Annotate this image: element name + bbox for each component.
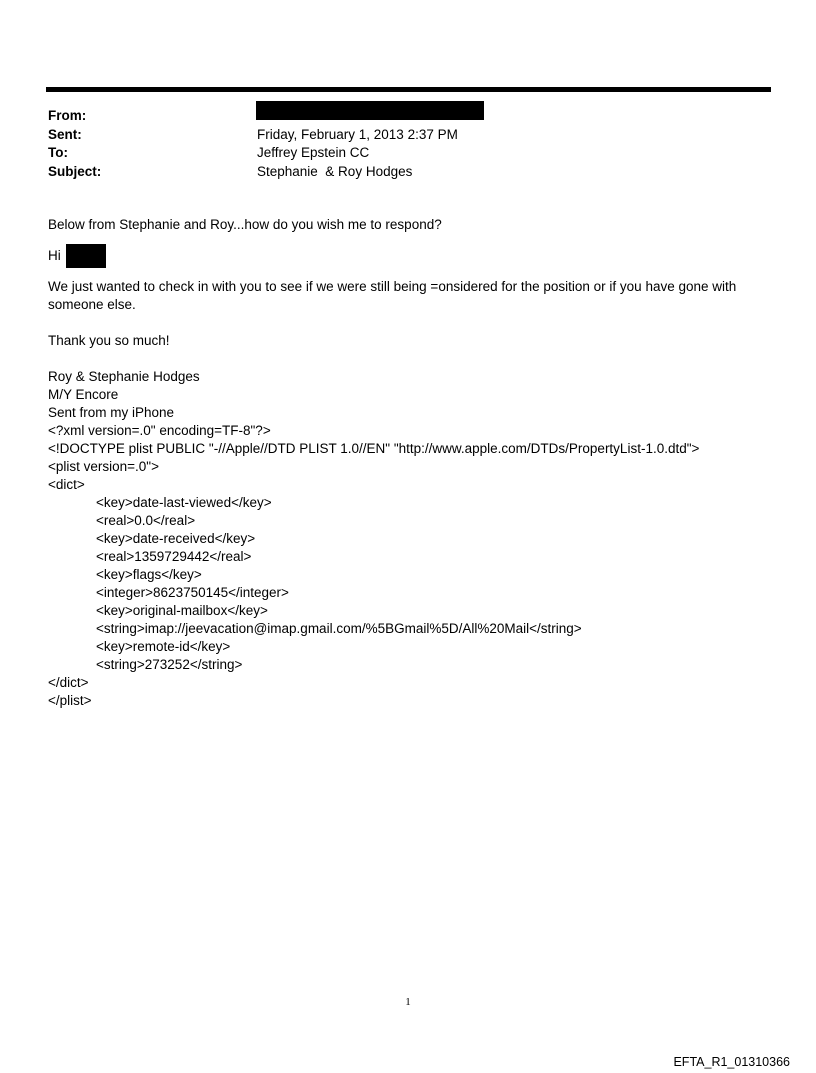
sent-label: Sent: (48, 126, 82, 142)
subject-value: Stephanie & Roy Hodges (257, 163, 413, 179)
greeting-text: Hi (48, 248, 61, 263)
plist-line: <string>273252</string> (96, 657, 243, 672)
document-id: EFTA_R1_01310366 (673, 1055, 790, 1069)
to-label: To: (48, 145, 68, 160)
greeting-line (48, 244, 768, 268)
plist-line: <dict> (48, 477, 85, 492)
redaction-box (256, 101, 484, 120)
plist-line: <key>remote-id</key> (96, 639, 231, 654)
redaction-box (66, 244, 106, 268)
to-row (48, 144, 768, 163)
sent-row (48, 126, 768, 145)
plist-line: <key>flags</key> (96, 567, 202, 582)
plist-line: <string>imap://jeevacation@imap.gmail.com/%5BGmail%5D/All%20Mail</string> (96, 621, 582, 636)
to-value: Jeffrey Epstein CC (257, 145, 370, 160)
plist-line: <real>1359729442</real> (96, 549, 252, 564)
plist-line: <key>original-mailbox</key> (96, 603, 268, 618)
plist-line: </plist> (48, 693, 92, 708)
plist-line: </dict> (48, 675, 89, 690)
plist-line: <key>date-last-viewed</key> (96, 495, 272, 510)
signature-line: Sent from my iPhone (48, 405, 175, 420)
message-paragraph: We just wanted to check in with you to see if we were still being =onsidered for the position or if you have gone with someone else. (48, 279, 737, 312)
page-number: 1 (405, 996, 411, 1008)
plist-line: <key>date-received</key> (96, 531, 256, 546)
signature-line: M/Y Encore (48, 387, 119, 402)
email-body (48, 216, 768, 710)
sent-value: Friday, February 1, 2013 2:37 PM (257, 126, 458, 142)
header-rule (46, 87, 771, 92)
intro-text: Below from Stephanie and Roy...how do you wish me to respond? (48, 217, 442, 232)
plist-line: <real>0.0</real> (96, 513, 196, 528)
thanks-text: Thank you so much! (48, 333, 170, 348)
subject-label: Subject: (48, 163, 102, 179)
from-label: From: (48, 108, 87, 123)
subject-row (48, 163, 768, 182)
plist-line: <!DOCTYPE plist PUBLIC "-//Apple//DTD PLIST 1.0//EN" "http://www.apple.com/DTDs/PropertyList-1.0.dtd"> (48, 441, 700, 456)
plist-line: <integer>8623750145</integer> (96, 585, 289, 600)
plist-line: <plist version=.0"> (48, 459, 159, 474)
signature-line: Roy & Stephanie Hodges (48, 369, 200, 384)
plist-line: <?xml version=.0" encoding=TF-8"?> (48, 423, 271, 438)
